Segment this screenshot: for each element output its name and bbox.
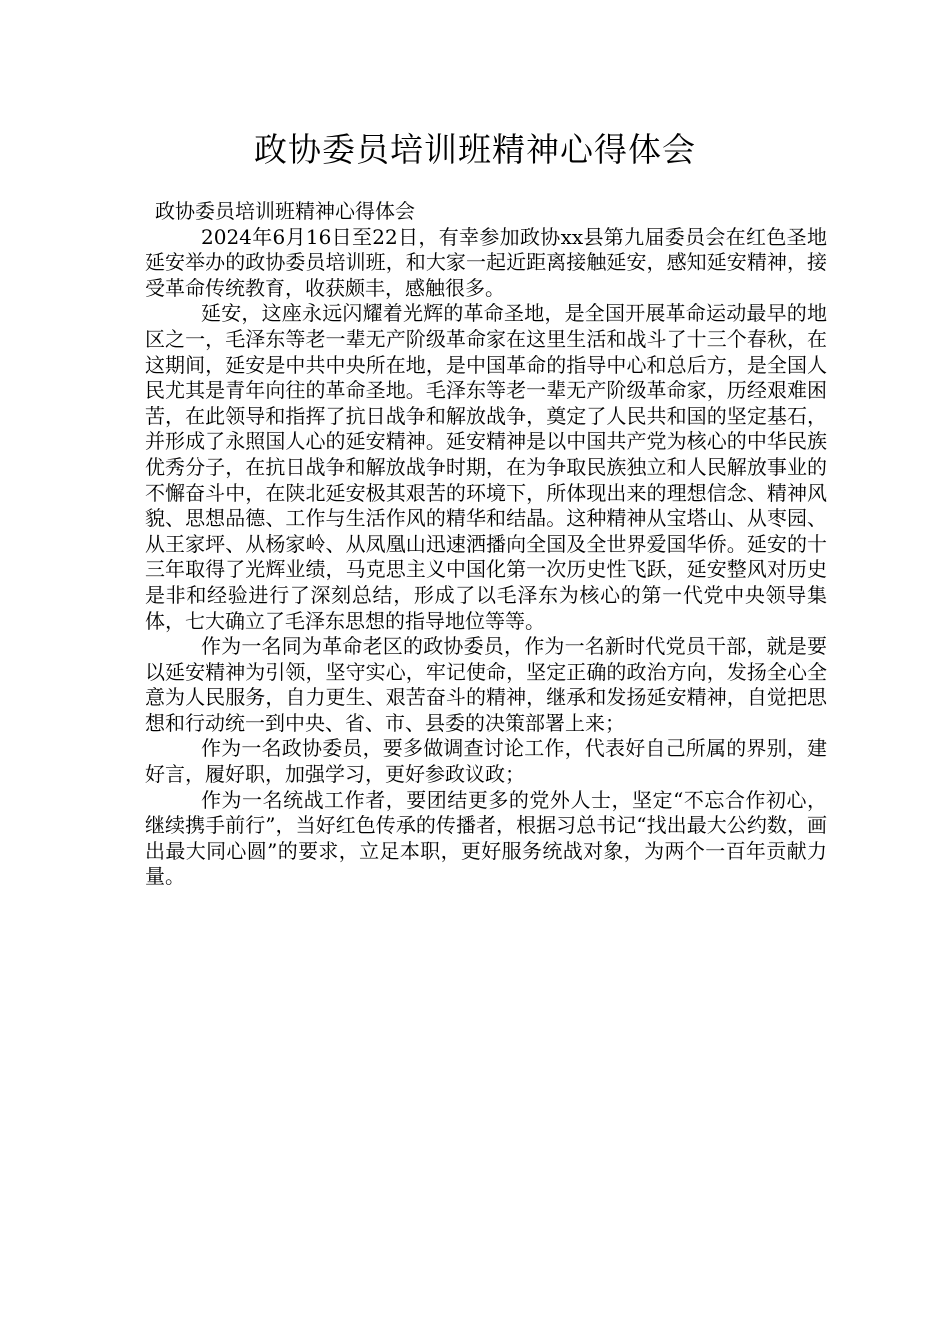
paragraph-2: 延安，这座永远闪耀着光辉的革命圣地，是全国开展革命运动最早的地区之一，毛泽东等老一辈无产阶级革命家在这里生活和战斗了十三个春秋，在这期间，延安是中共中央所在地，是中国革命的指导中心和总后方，是全国人民尤其是青年向往的革命圣地。毛泽东等老一辈无产阶级革命家，历经艰难困苦，在此领导和指挥了抗日战争和解放战争，奠定了人民共和国的坚定基石，并形成了永照国人心的延安精神。延安精神是以中国共产党为核心的中华民族优秀分子，在抗日战争和解放战争时期，在为争取民族独立和人民解放事业的不懈奋斗中，在陕北延安极其艰苦的环境下，所体现出来的理想信念、精神风貌、思想品德、工作与生活作风的精华和结晶。这种精神从宝塔山、从枣园、从王家坪、从杨家岭、从凤凰山迅速洒播向全国及全世界爱国华侨。延安的十三年取得了光辉业绩，马克思主义中国化第一次历史性飞跃，延安整风对历史是非和经验进行了深刻总结，形成了以毛泽东为核心的第一代党中央领导集体，七大确立了毛泽东思想的指导地位等等。 xyxy=(145,301,827,633)
paragraph-3: 作为一名同为革命老区的政协委员，作为一名新时代党员干部，就是要以延安精神为引领，坚守实心，牢记使命，坚定正确的政治方向，发扬全心全意为人民服务，自力更生、艰苦奋斗的精神，继承和发扬延安精神，自觉把思想和行动统一到中央、省、市、县委的决策部署上来； xyxy=(145,634,827,735)
document-title: 政协委员培训班精神心得体会 xyxy=(254,130,696,169)
paragraph-4: 作为一名政协委员，要多做调查讨论工作，代表好自己所属的界别，建好言，履好职，加强学习，更好参政议政； xyxy=(145,736,827,787)
paragraph-1: 2024年6月16日至22日，有幸参加政协xx县第九届委员会在红色圣地延安举办的政协委员培训班，和大家一起近距离接触延安，感知延安精神，接受革命传统教育，收获颇丰，感触很多。 xyxy=(145,224,827,300)
document-body xyxy=(145,199,827,890)
document-subtitle: 政协委员培训班精神心得体会 xyxy=(155,199,415,223)
paragraph-5: 作为一名统战工作者，要团结更多的党外人士，坚定“不忘合作初心，继续携手前行”，当好红色传承的传播者，根据习总书记“找出最大公约数，画出最大同心圆”的要求，立足本职，更好服务统战对象，为两个一百年贡献力量。 xyxy=(145,787,827,889)
